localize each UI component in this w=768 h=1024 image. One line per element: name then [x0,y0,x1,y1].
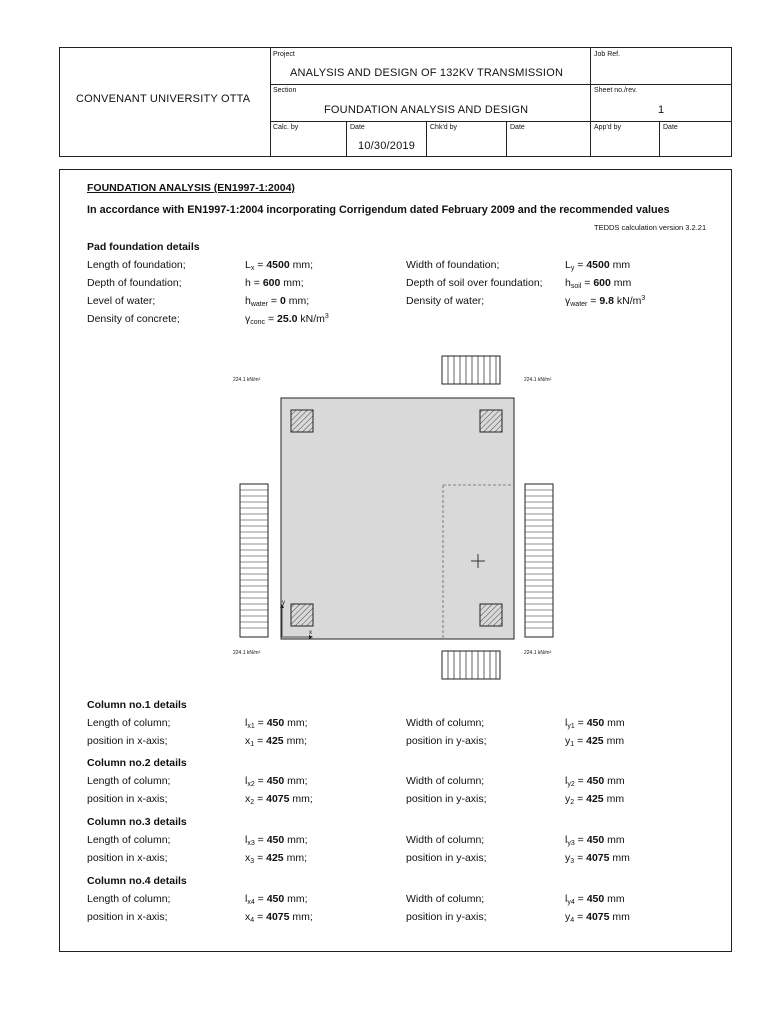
pressure-block-left [240,484,268,637]
section-name: FOUNDATION ANALYSIS AND DESIGN [324,104,529,116]
column-posy-label: position in y-axis; [406,911,487,923]
date-value: 10/30/2019 [358,140,416,152]
column-posx-label: position in x-axis; [87,735,168,747]
project-label: Project [273,51,295,58]
pad-title: Pad foundation details [87,241,200,253]
column-title: Column no.1 details [87,699,187,711]
column-width-value: $l_{y1} = 450$ mm [565,717,625,730]
column-posx-label: position in x-axis; [87,911,168,923]
doc-heading: FOUNDATION ANALYSIS (EN1997-1:2004) [87,182,295,194]
column-title: Column no.3 details [87,816,187,828]
column-width-label: Width of column; [406,834,485,846]
column-4-br [480,604,502,626]
column-posx-label: position in x-axis; [87,793,168,805]
pressure-label-tr: 224.1 kN/m² [524,377,552,383]
column-posy-value: $y_1 = 425$ mm [565,735,625,748]
column-2-tr [480,410,502,432]
column-posy-value: $y_4 = 4075$ mm [565,911,630,924]
date-label: Date [350,124,365,131]
column-length-label: Length of column; [87,775,171,787]
column-width-label: Width of column; [406,775,485,787]
date3-label: Date [663,124,678,131]
column-width-value: $l_{y2} = 450$ mm [565,775,625,788]
soil-depth-label: Depth of soil over foundation; [406,277,543,289]
column-width-value: $l_{y4} = 450$ mm [565,893,625,906]
pressure-block-top [442,356,500,384]
axis-x-label: x [309,630,312,636]
soil-depth-value: $h_{soil} = 600$ mm [565,277,632,290]
doc-intro: In accordance with EN1997-1:2004 incorporating Corrigendum dated February 2009 and the recommended values [87,204,670,216]
pressure-block-bottom [442,651,500,679]
sheet-label: Sheet no./rev. [594,87,638,94]
column-title: Column no.2 details [87,757,187,769]
column-posx-value: $x_4 = 4075$ mm; [245,911,313,924]
pad-width-value: $L_y = 4500$ mm [565,259,631,272]
column-posy-value: $y_2 = 425$ mm [565,793,625,806]
section-label: Section [273,87,297,94]
pad-length-value: $L_x = 4500$ mm; [245,259,314,272]
column-3-bl [291,604,313,626]
pad-outline [281,398,514,639]
column-length-value: $l_{x1} = 450$ mm; [245,717,308,730]
column-posy-value: $y_3 = 4075$ mm [565,852,630,865]
calcby-label: Calc. by [273,124,299,131]
column-length-label: Length of column; [87,834,171,846]
pad-depth-value: h = 600 mm; [245,277,304,289]
water-level-value: $h_{water} = 0$ mm; [245,295,310,308]
pressure-label-bl: 224.1 kN/m² [233,650,261,656]
pad-depth-label: Depth of foundation; [87,277,182,289]
concrete-density-label: Density of concrete; [87,313,180,325]
sheet-number: 1 [658,104,665,116]
water-density-value: $\gamma_{water} = 9.8$ $kN/m^3$ [565,295,646,308]
jobref-label: Job Ref. [594,51,621,58]
pressure-label-tl: 224.1 kN/m² [233,377,261,383]
column-length-label: Length of column; [87,717,171,729]
concrete-density-value: $\gamma_{conc} = 25.0$ $kN/m^3$ [245,313,329,326]
column-posy-label: position in y-axis; [406,852,487,864]
column-length-label: Length of column; [87,893,171,905]
org-name: CONVENANT UNIVERSITY OTTA [76,93,251,105]
axis-y-label: y [282,600,285,606]
column-posy-label: position in y-axis; [406,735,487,747]
water-level-label: Level of water; [87,295,156,307]
version-text: TEDDS calculation version 3.2.21 [594,223,707,232]
project-name: ANALYSIS AND DESIGN OF 132KV TRANSMISSION [290,67,564,79]
column-width-label: Width of column; [406,717,485,729]
title-block [59,47,732,157]
column-1-tl [291,410,313,432]
foundation-plan-diagram [220,350,580,685]
pad-width-label: Width of foundation; [406,259,500,271]
column-posx-value: $x_1 = 425$ mm; [245,735,307,748]
pressure-block-right [525,484,553,637]
column-posx-value: $x_3 = 425$ mm; [245,852,307,865]
column-title: Column no.4 details [87,875,187,887]
column-length-value: $l_{x4} = 450$ mm; [245,893,308,906]
pressure-label-br: 224.1 kN/m² [524,650,552,656]
column-length-value: $l_{x2} = 450$ mm; [245,775,308,788]
column-posx-value: $x_2 = 4075$ mm; [245,793,313,806]
appd-label: App'd by [594,124,622,131]
column-posy-label: position in y-axis; [406,793,487,805]
water-density-label: Density of water; [406,295,485,307]
column-width-label: Width of column; [406,893,485,905]
column-width-value: $l_{y3} = 450$ mm [565,834,625,847]
pad-length-label: Length of foundation; [87,259,186,271]
date2-label: Date [510,124,525,131]
column-length-value: $l_{x3} = 450$ mm; [245,834,308,847]
column-posx-label: position in x-axis; [87,852,168,864]
chkd-label: Chk'd by [430,124,458,131]
